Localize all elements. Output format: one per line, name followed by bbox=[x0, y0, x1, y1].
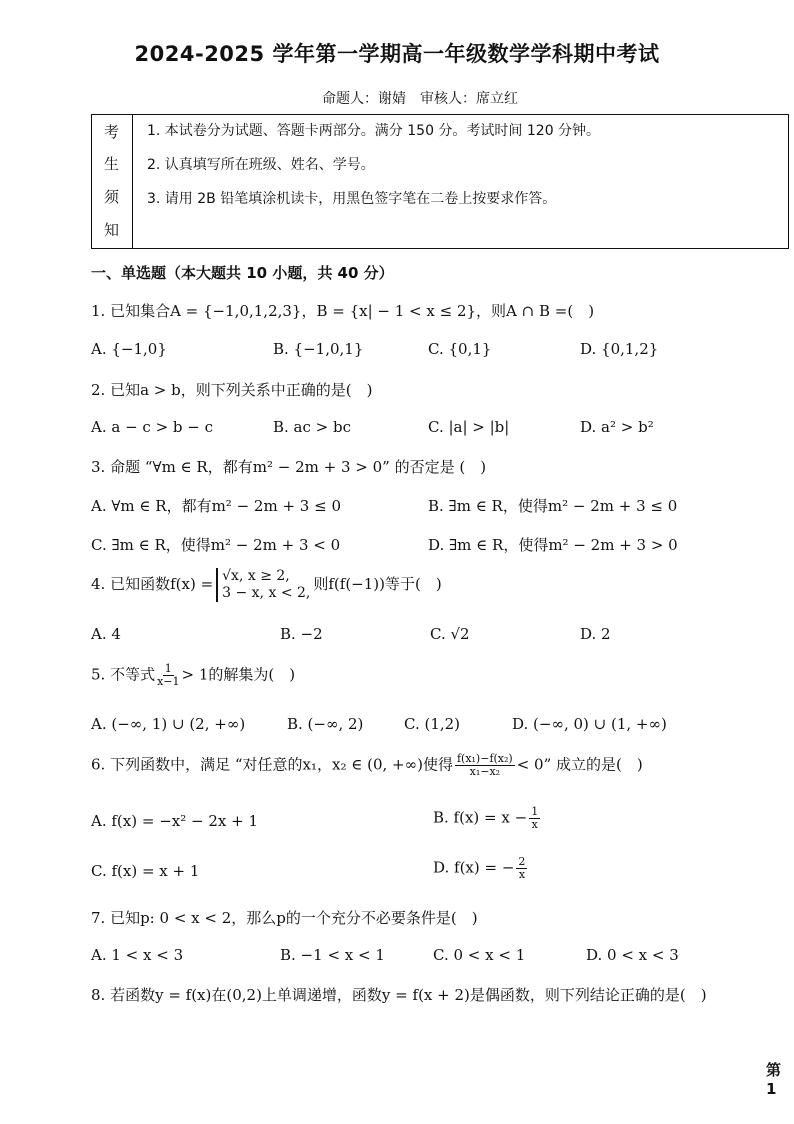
q6-option-c: C. f(x) = x + 1 bbox=[91, 862, 200, 880]
q4-option-d: D. 2 bbox=[580, 625, 611, 643]
notice-label-char: 知 bbox=[104, 221, 120, 239]
q5-frac-den: x−1 bbox=[157, 675, 180, 688]
q6-optd-pre: D. f(x) = − bbox=[433, 858, 515, 877]
question-2-stem: 2. 已知a > b，则下列关系中正确的是( ) bbox=[91, 381, 373, 399]
candidate-notice-box bbox=[91, 114, 789, 249]
exam-setters: 命题人：谢婧 审核人：席立红 bbox=[322, 91, 518, 107]
q6-stem-post: < 0” 成立的是( ) bbox=[516, 755, 643, 774]
section-heading: 一、单选题（本大题共 10 小题，共 40 分） bbox=[91, 264, 394, 282]
q6-optb-num: 1 bbox=[531, 805, 539, 818]
q5-option-c: C. (1,2) bbox=[404, 715, 461, 733]
q6-option-d bbox=[433, 856, 529, 881]
notice-item: 3. 请用 2B 铅笔填涂机读卡，用黑色签字笔在二卷上按要求作答。 bbox=[147, 191, 557, 207]
q6-optb-fraction bbox=[529, 806, 540, 831]
q2-option-c: C. |a| > |b| bbox=[428, 418, 510, 436]
q1-option-c: C. {0,1} bbox=[428, 340, 492, 358]
question-4-stem bbox=[91, 568, 442, 602]
question-3-stem: 3. 命题 “∀m ∈ R，都有m² − 2m + 3 > 0” 的否定是 ( ) bbox=[91, 458, 487, 476]
notice-item: 2. 认真填写所在班级、姓名、学号。 bbox=[147, 157, 375, 173]
q5-option-d: D. (−∞, 0) ∪ (1, +∞) bbox=[512, 715, 667, 733]
q6-optd-fraction bbox=[516, 856, 527, 881]
notice-label-char: 生 bbox=[104, 155, 120, 173]
q4-case-1: √x, x ≥ 2, bbox=[222, 568, 290, 584]
q4-option-c: C. √2 bbox=[430, 625, 470, 643]
q4-stem-post: 则f(f(−1))等于( ) bbox=[313, 575, 442, 593]
notice-label bbox=[92, 115, 133, 248]
q2-option-d: D. a² > b² bbox=[580, 418, 654, 436]
notice-label-char: 考 bbox=[104, 123, 120, 141]
question-5-stem bbox=[91, 663, 295, 688]
q4-piecewise bbox=[216, 568, 310, 602]
notice-label-char: 须 bbox=[104, 188, 120, 206]
q3-option-a: A. ∀m ∈ R，都有m² − 2m + 3 ≤ 0 bbox=[91, 497, 341, 515]
q2-option-a: A. a − c > b − c bbox=[91, 418, 214, 436]
q6-stem-pre: 6. 下列函数中，满足 “对任意的x₁，x₂ ∈ (0, +∞)使得 bbox=[91, 755, 453, 774]
q5-option-a: A. (−∞, 1) ∪ (2, +∞) bbox=[91, 715, 246, 733]
q6-frac-den: x₁−x₂ bbox=[469, 765, 501, 778]
q6-fraction bbox=[455, 753, 515, 778]
q7-option-a: A. 1 < x < 3 bbox=[91, 946, 184, 964]
q3-option-b: B. ∃m ∈ R，使得m² − 2m + 3 ≤ 0 bbox=[428, 497, 678, 515]
notice-items bbox=[147, 119, 600, 221]
exam-title: 2024-2025 学年第一学期高一年级数学学科期中考试 bbox=[134, 42, 660, 66]
q6-option-b bbox=[433, 806, 542, 831]
q3-option-d: D. ∃m ∈ R，使得m² − 2m + 3 > 0 bbox=[428, 536, 678, 554]
q5-stem-post: > 1的解集为( ) bbox=[181, 665, 296, 684]
question-8-stem: 8. 若函数y = f(x)在(0,2)上单调递增，函数y = f(x + 2)是偶函数，则下列结论正确的是( ) bbox=[91, 986, 707, 1004]
page-number: 第 1 bbox=[766, 1061, 782, 1098]
notice-item: 1. 本试卷分为试题、答题卡两部分。满分 150 分。考试时间 120 分钟。 bbox=[147, 123, 601, 139]
q6-optd-den: x bbox=[518, 868, 526, 881]
q6-frac-num: f(x₁)−f(x₂) bbox=[456, 752, 513, 765]
q4-option-b: B. −2 bbox=[280, 625, 323, 643]
q1-option-d: D. {0,1,2} bbox=[580, 340, 659, 358]
q4-stem-pre: 4. 已知函数f(x) = bbox=[91, 575, 214, 593]
q5-fraction bbox=[157, 663, 179, 688]
q6-optb-den: x bbox=[531, 818, 538, 831]
question-1-stem: 1. 已知集合A = {−1,0,1,2,3}，B = {x| − 1 < x ≤ 2}，则A ∩ B =( ) bbox=[91, 302, 595, 320]
q7-option-b: B. −1 < x < 1 bbox=[280, 946, 385, 964]
question-6-stem bbox=[91, 753, 643, 778]
q7-option-c: C. 0 < x < 1 bbox=[433, 946, 526, 964]
question-7-stem: 7. 已知p: 0 < x < 2，那么p的一个充分不必要条件是( ) bbox=[91, 909, 478, 927]
q4-case-2: 3 − x, x < 2, bbox=[222, 585, 311, 601]
q1-option-a: A. {−1,0} bbox=[91, 340, 167, 358]
q3-option-c: C. ∃m ∈ R，使得m² − 2m + 3 < 0 bbox=[91, 536, 341, 554]
q5-frac-num: 1 bbox=[164, 662, 172, 675]
q5-stem-pre: 5. 不等式 bbox=[91, 665, 156, 684]
q4-option-a: A. 4 bbox=[91, 625, 121, 643]
q5-option-b: B. (−∞, 2) bbox=[287, 715, 364, 733]
q6-optd-num: 2 bbox=[518, 855, 526, 868]
q7-option-d: D. 0 < x < 3 bbox=[586, 946, 679, 964]
q2-option-b: B. ac > bc bbox=[273, 418, 352, 436]
q6-optb-pre: B. f(x) = x − bbox=[433, 808, 528, 827]
q1-option-b: B. {−1,0,1} bbox=[273, 340, 364, 358]
q6-option-a: A. f(x) = −x² − 2x + 1 bbox=[91, 812, 258, 830]
